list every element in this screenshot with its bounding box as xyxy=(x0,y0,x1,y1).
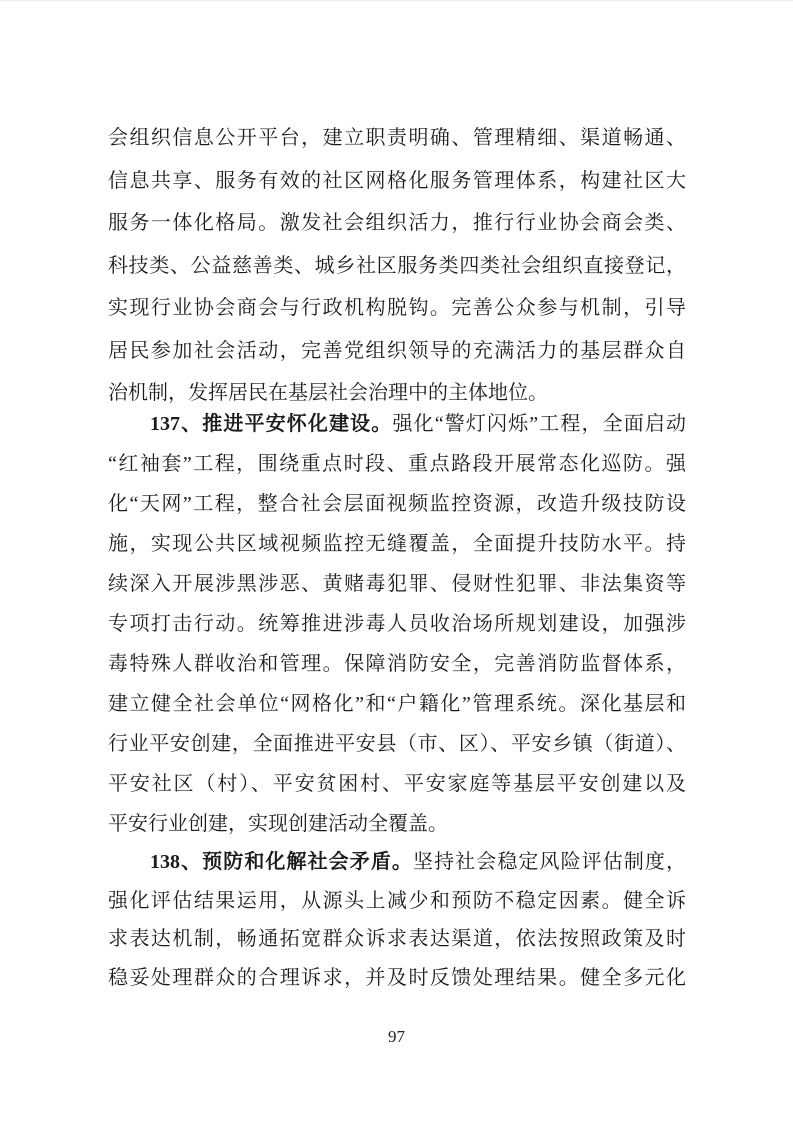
document-body xyxy=(0,1,793,1123)
text-line: 实现行业协会商会与行政机构脱钩。完善公众参与机制，引导 xyxy=(108,297,686,319)
text-line: 施，实现公共区域视频监控无缝覆盖，全面提升技防水平。持 xyxy=(108,533,686,555)
text-line: 治机制，发挥居民在基层社会治理中的主体地位。 xyxy=(108,382,548,404)
text-line: 建立健全社会单位“网格化”和“户籍化”管理系统。深化基层和 xyxy=(108,693,686,715)
text-line: 信息共享、服务有效的社区网格化服务管理体系，构建社区大 xyxy=(108,169,686,192)
para-138 xyxy=(108,843,686,997)
text-line: 稳妥处理群众的合理诉求，并及时反馈处理结果。健全多元化 xyxy=(108,966,686,989)
text-line: 平安行业创建，实现创建活动全覆盖。 xyxy=(108,813,448,835)
text-line: 平安社区（村）、平安贫困村、平安家庭等基层平安创建以及 xyxy=(108,773,686,795)
text-line: 行业平安创建，全面推进平安县（市、区）、平安乡镇（街道）、 xyxy=(108,733,686,755)
page-number: 97 xyxy=(388,1027,405,1046)
text-line: 毒特殊人群收治和管理。保障消防安全，完善消防监督体系， xyxy=(108,653,686,675)
item-number-heading: 137、推进平安怀化建设。 xyxy=(150,413,393,435)
text-line: 服务一体化格局。激发社会组织活力，推行行业协会商会类、 xyxy=(108,212,686,234)
text-line: 科技类、公益慈善类、城乡社区服务类四类社会组织直接登记， xyxy=(108,254,686,277)
text-line: 求表达机制，畅通拓宽群众诉求表达渠道，依法按照政策及时 xyxy=(108,928,686,950)
para-social-org xyxy=(108,117,686,415)
item-number-heading: 138、预防和化解社会矛盾。 xyxy=(150,851,413,873)
text-line: 化“天网”工程，整合社会层面视频监控资源，改造升级技防设 xyxy=(108,493,686,515)
text-line: 居民参加社会活动，完善党组织领导的充满活力的基层群众自 xyxy=(108,339,686,362)
text-line: 专项打击行动。统筹推进涉毒人员收治场所规划建设，加强涉 xyxy=(108,613,686,635)
text-line: 138、预防和化解社会矛盾。坚持社会稳定风险评估制度， xyxy=(150,851,686,873)
text-line: 会组织信息公开平台，建立职责明确、管理精细、渠道畅通、 xyxy=(108,127,686,149)
para-137 xyxy=(108,404,686,844)
text-line: 强化评估结果运用，从源头上减少和预防不稳定因素。健全诉 xyxy=(108,889,686,912)
text-line: 续深入开展涉黑涉恶、黄赌毒犯罪、侵财性犯罪、非法集资等 xyxy=(108,573,686,595)
text-line: 137、推进平安怀化建设。强化“警灯闪烁”工程，全面启动 xyxy=(150,413,687,435)
text-line: “红袖套”工程，围绕重点时段、重点路段开展常态化巡防。强 xyxy=(108,453,686,475)
